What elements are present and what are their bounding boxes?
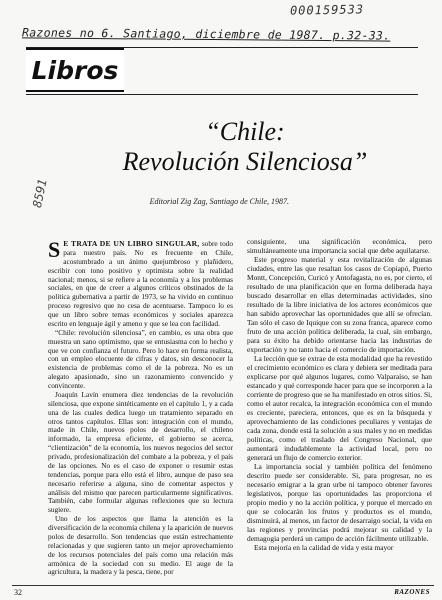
article-column-right [247,237,432,552]
article-title-line-2: Revolución Silenciosa” [122,147,368,176]
section-label: Libros [31,55,119,85]
article-paragraph: Joaquín Lavín enumera diez tendencias de la revolución silenciosa, que expone sintéticamente en el capítulo 1, y a cada una de las cuales dedica luego un tratamiento separado en otros tantos capítulos. Ellas son: integración con el mundo, made in Chile, nuevos polos de desarrollo, el chileno informado, la empresa eficiente, el gobierno se acerca, “clientización” de la economía, los nuevos negocios del sector privado, profesionalización del combate a la pobreza, y el país de las opciones. No es el caso de exponer o resumir estas tendencias, porque para ello está el libro, aunque de paso sea necesario referirse a alguna, sino de comentar aspectos y análisis del mismo que parecen particularmente significativos. También, cabe formular algunas reflexiones que su lectura sugiere. [48,389,233,515]
section-header [26,48,124,92]
handwritten-catalog-number: 000159533 [289,2,365,18]
footer-rule [12,585,434,586]
article-paragraph: La lección que se extrae de esta modalidad que ha revestido el crecimiento económico es clara y debiera ser meditada para explicarse por qué algunos lugares, como Valparaíso, se han estancado y qué corresponde hacer para que se incorporen a la corriente de progreso que se ha manifestado en otros sitios. Si, como el autor recalca, la integración económica con el mundo es creciente, pareciera, entonces, que es en la búsqueda y aprovechamiento de las condiciones peculiares y ventajas de cada zona, donde está la solución a sus males y no en medidas políticas, como el traslado del Congreso Nacional, que aumentará indudablemente la actividad local, pero no generará un flujo de comercio exterior. [247,354,432,462]
footer-magazine-name: RAZONES [394,588,430,596]
page-number: 32 [14,588,22,597]
handwritten-citation: Razones no 6. Santiago, diciembre de 1987. p.32-33. [21,25,391,43]
drop-cap: S [48,237,61,262]
publication-byline: Editorial Zig Zag, Santiago de Chile, 1987. [149,197,289,206]
article-lead-in: E TRATA DE UN LIBRO SINGULAR, [63,239,200,248]
article-paragraph: Este progreso material y esta revitalización de algunas ciudades, entre las que resaltan los casos de Copiapó, Puerto Montt, Concepción, Curicó y Antofagasta, no es, por cierto, el resultado de una planificación que en forma deliberada haya buscado desarrollar en ellas determinadas actividades, sino resultado de la libre iniciativa de los actores económicos que han sabido aprovechar las oportunidades que allí se ofrecían. Tan sólo el caso de Iquique con su zona franca, aparece como fruto de una acción política deliberada, la cual, sin embargo, para su éxito ha debido orientarse hacia las industrias de exportación y no tanto hacia el comercio de importación. [247,255,432,354]
paragraph-text: sobre todo para nuestro país. No es frecuente en Chile, acostumbrado a un ánimo quejumbroso y plañidero, escribir con tono positivo y optimista sobre la realidad nacional; menos, si se refiere a la economía y a los problemas sociales, en que de creer a algunos críticos obstinados de la política gubernativa a partir de 1973, se ha vivido en continuo proceso regresivo que no cesa de acentuarse. Tampoco lo es que un libro sobre temas económicos y sociales aparezca escrito en lenguaje ágil y ameno y que se lea con facilidad. [48,239,234,328]
article-paragraph: “Chile: revolución silenciosa”, en cambio, es una obra que muestra un sano optimismo, que se entusiasma con lo hecho y que ve con confianza el futuro. Pero lo hace en forma realista, con un empleo elocuente de cifras y datos, sin desconocer la existencia de problemas como el de la pobreza. No es un alegato apasionado, sino un razonamiento convencido y convincente. [48,327,233,390]
article-paragraph: consiguiente, una significación económica, pero simultáneamente una importancia social que debe aquilatarse. [247,237,432,255]
article-title-line-1: “Chile: [205,117,285,146]
article-paragraph: Uno de los aspectos que llama la atención es la diversificación de la economía chilena y la aparición de nuevos polos de desarrollo. Son tendencias que están estrechamente relacionadas y que sugieren tanto un mejor aprovechamiento de los recursos potenciales del país como una relación más armónica de la sociedad con su medio. El auge de la agricultura, la madera y la pesca, tiene, por [48,514,233,577]
article-paragraph: Esta mejoría en la calidad de vida y esta mayor [254,543,394,552]
article-column-left [48,237,234,577]
handwritten-margin-note: 8591 [30,177,50,209]
article-paragraph: La importancia social y también política del fenómeno descrito puede ser considerable. Si, para progresar, no es necesario emigrar a la gran urbe ni tampoco obtener favores legislativos, porque las oportunidades las proporciona el propio medio y no la acción política, y porque el mercado en que se colocarán los frutos y productos es el mundo, disminuirá, al menos, un factor de desarraigo social, la vida en las regiones y provincias podrá mejorar su calidad y la demagogia perderá un campo de acción fácilmente utilizable. [247,462,432,543]
article-paragraph [48,237,234,329]
section-rule-bottom [26,94,418,95]
